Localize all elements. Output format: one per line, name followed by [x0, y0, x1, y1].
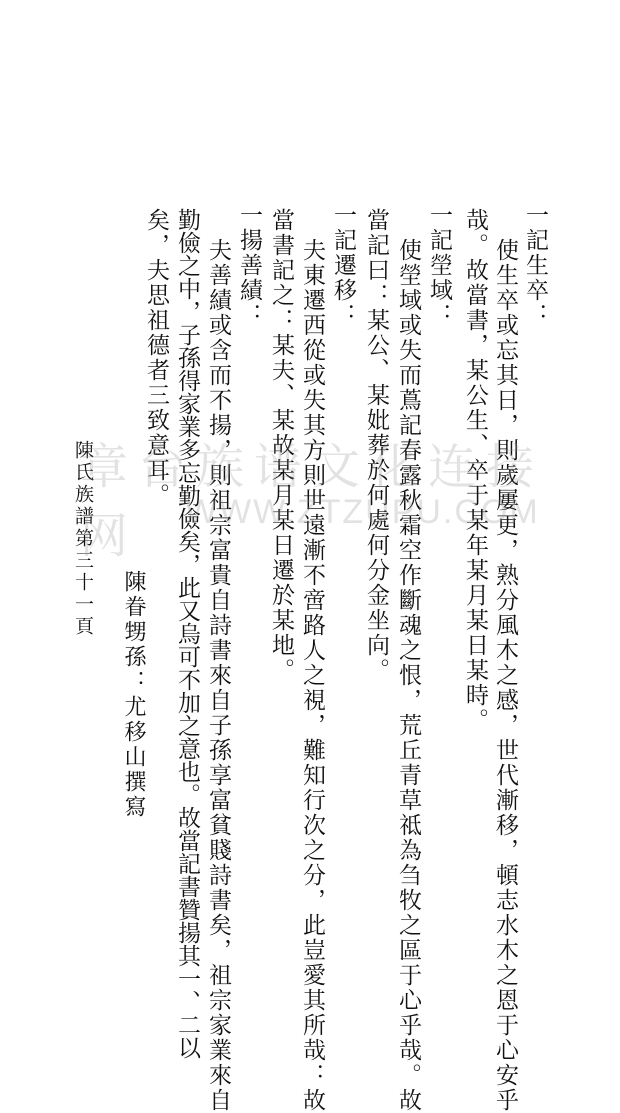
text-column: 勤儉之中，子孫得家業多忘勤儉矣，此又烏可不加之意也。故當記書贊揚其一、二以: [174, 208, 200, 1059]
text-column: 使生卒或忘其日，則歲屢更，熟分風木之感，世代漸移，頓志水木之恩于心安乎: [492, 238, 518, 1113]
text-column: 夫東遷西從或失其方則世遠漸不啻路人之視，難知行次之分，此豈愛其所哉：故: [299, 238, 325, 1113]
text-column: 夫善績或含而不揚，則祖宗富貴自詩書來自子孫享富貧賤詩書矣，祖宗家業來自: [205, 238, 231, 1113]
text-column: 一記塋域：: [426, 203, 452, 328]
text-column: 當記曰：某公、某妣葬於何處何分金坐向。: [363, 208, 389, 683]
text-column: 使塋域或失而蔦記春露秋霜空作斷魂之恨，荒丘青草祗為刍牧之區于心乎哉。故: [395, 238, 421, 1113]
text-column: 一記生卒：: [522, 203, 548, 328]
text-column: 哉。故當書，某公生、卒于某年某月某日某時。: [462, 208, 488, 733]
text-column: 矣，夫思祖德者三致意耳。: [143, 208, 169, 508]
watermark-url: WWW.ZTZUPU.COM: [185, 493, 540, 531]
author-attribution: 陳眷甥孫：尤移山撰寫: [121, 570, 146, 820]
page-footer: 陳氏族譜第三十一頁: [72, 440, 94, 638]
text-column: 一記遷移：: [330, 203, 356, 328]
watermark-text: 章台族谱文化连接网: [80, 439, 545, 564]
text-column: 當書記之：某夫、某故某月某日遷於某地。: [268, 208, 294, 683]
text-column: 一揚善績：: [236, 203, 262, 328]
